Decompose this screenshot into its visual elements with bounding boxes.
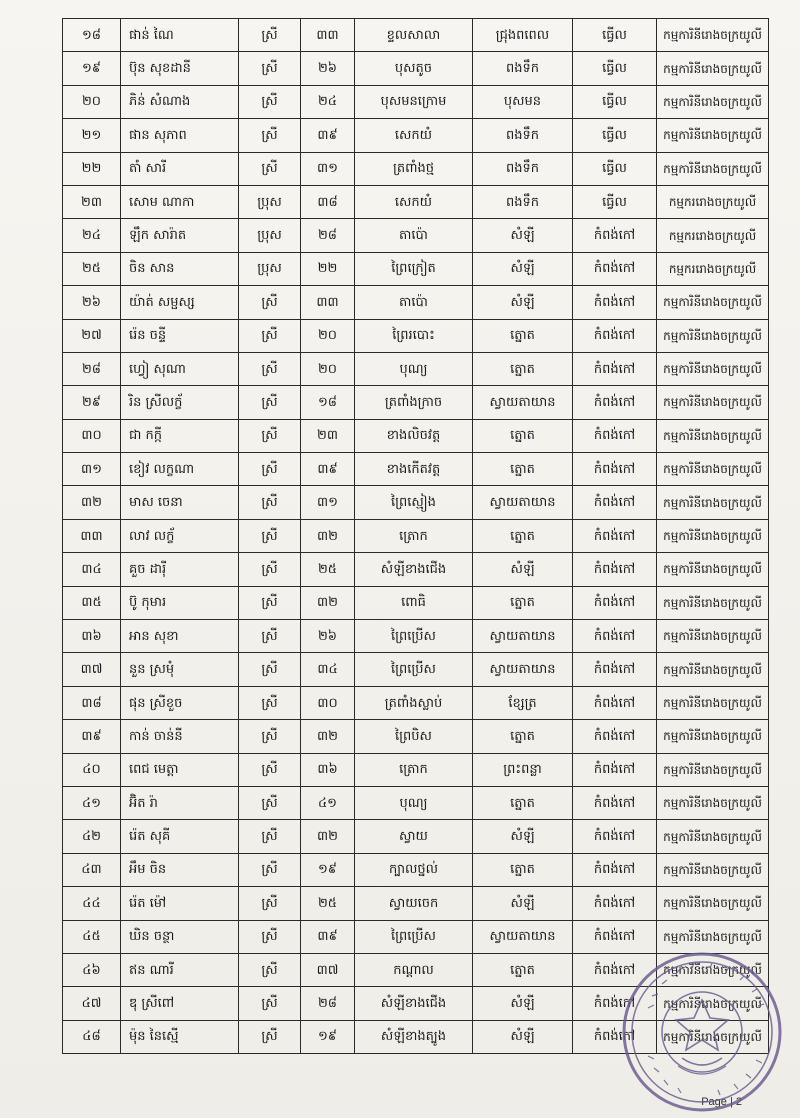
full-name-cell: ភិន់ សំណាង (121, 85, 239, 118)
table-row (63, 720, 769, 753)
commune-cell: ត្នោត (473, 786, 573, 819)
row-number-cell: ២៣ (63, 185, 121, 218)
full-name-cell: ម៉ុន នៃស្មើ (121, 1020, 239, 1053)
village-cell: ខាងកើតវត្ត (355, 453, 473, 486)
age-cell: ១៨ (301, 386, 355, 419)
row-number-cell: ៤០ (63, 753, 121, 786)
sex-cell: ស្រី (239, 519, 301, 552)
sex-cell: ស្រី (239, 887, 301, 920)
full-name-cell: ផាន់ ណៃ (121, 19, 239, 52)
sex-cell: ស្រី (239, 453, 301, 486)
district-cell: ធ្វើល (573, 19, 657, 52)
full-name-cell: ឥន ណារី (121, 953, 239, 986)
district-cell: កំពង់កៅ (573, 987, 657, 1020)
village-cell: តាប៉ោ (355, 286, 473, 319)
district-cell: កំពង់កៅ (573, 352, 657, 385)
roster-body (63, 19, 769, 1054)
row-number-cell: ៣៥ (63, 586, 121, 619)
commune-cell: ត្នោត (473, 453, 573, 486)
sex-cell: ស្រី (239, 553, 301, 586)
occupation-cell: កម្មកររោងចក្រយូលី (657, 252, 769, 285)
full-name-cell: មាស ចេនា (121, 486, 239, 519)
district-cell: កំពង់កៅ (573, 686, 657, 719)
table-row (63, 252, 769, 285)
row-number-cell: ៤៦ (63, 953, 121, 986)
sex-cell: ស្រី (239, 52, 301, 85)
village-cell: ព្រៃបិស (355, 720, 473, 753)
full-name-cell: សោម ណាកា (121, 185, 239, 218)
occupation-cell: កម្មការិនីរោងចក្រយូលី (657, 152, 769, 185)
table-row (63, 486, 769, 519)
age-cell: ៣៤ (301, 653, 355, 686)
district-cell: កំពង់កៅ (573, 920, 657, 953)
commune-cell: សំឡី (473, 820, 573, 853)
sex-cell: ស្រី (239, 19, 301, 52)
occupation-cell: កម្មការិនីរោងចក្រយូលី (657, 19, 769, 52)
table-row (63, 753, 769, 786)
sex-cell: ស្រី (239, 85, 301, 118)
occupation-cell: កម្មការិនីរោងចក្រយូលី (657, 85, 769, 118)
occupation-cell: កម្មការិនីរោងចក្រយូលី (657, 119, 769, 152)
sex-cell: ស្រី (239, 319, 301, 352)
commune-cell: ស្វាយតាយាន (473, 620, 573, 653)
district-cell: កំពង់កៅ (573, 386, 657, 419)
table-row (63, 686, 769, 719)
occupation-cell: កម្មការិនីរោងចក្រយូលី (657, 1020, 769, 1053)
age-cell: ៣៩ (301, 119, 355, 152)
village-cell: ព្រៃក្រៀត (355, 252, 473, 285)
sex-cell: ស្រី (239, 753, 301, 786)
full-name-cell: អឹម ចិន (121, 853, 239, 886)
commune-cell: ត្នោត (473, 720, 573, 753)
row-number-cell: ៤១ (63, 786, 121, 819)
village-cell: ព្រៃប្រើស (355, 620, 473, 653)
age-cell: ៣៦ (301, 753, 355, 786)
occupation-cell: កម្មកររោងចក្រយូលី (657, 219, 769, 252)
row-number-cell: ៣៧ (63, 653, 121, 686)
row-number-cell: ២៨ (63, 352, 121, 385)
commune-cell: ពងទឹក (473, 185, 573, 218)
village-cell: ស្វាយចេក (355, 887, 473, 920)
village-cell: ត្រោក (355, 753, 473, 786)
full-name-cell: រ៉េត សុគី (121, 820, 239, 853)
occupation-cell: កម្មការិនីរោងចក្រយូលី (657, 519, 769, 552)
age-cell: ២៥ (301, 553, 355, 586)
village-cell: បុណ្យ (355, 786, 473, 819)
commune-cell: សំឡី (473, 252, 573, 285)
row-number-cell: ២១ (63, 119, 121, 152)
table-row (63, 553, 769, 586)
occupation-cell: កម្មការិនីរោងចក្រយូលី (657, 753, 769, 786)
commune-cell: បុសមន (473, 85, 573, 118)
district-cell: កំពង់កៅ (573, 286, 657, 319)
village-cell: ព្រៃប្រើស (355, 653, 473, 686)
district-cell: កំពង់កៅ (573, 887, 657, 920)
page-number: Page | 2 (701, 1096, 742, 1108)
commune-cell: សំឡី (473, 1020, 573, 1053)
commune-cell: ពងទឹក (473, 52, 573, 85)
sex-cell: ស្រី (239, 620, 301, 653)
village-cell: ព្រៃរបោះ (355, 319, 473, 352)
village-cell: បុសមនក្រោម (355, 85, 473, 118)
commune-cell: សំឡី (473, 553, 573, 586)
district-cell: កំពង់កៅ (573, 319, 657, 352)
full-name-cell: រិន ស្រីលក្ខ័ (121, 386, 239, 419)
district-cell: ធ្វើល (573, 185, 657, 218)
age-cell: ២៨ (301, 219, 355, 252)
full-name-cell: នួន ស្រមុំ (121, 653, 239, 686)
village-cell: ព្រៃស្មៀង (355, 486, 473, 519)
row-number-cell: ២៧ (63, 319, 121, 352)
table-row (63, 853, 769, 886)
commune-cell: ព្រះពន្លា (473, 753, 573, 786)
commune-cell: សំឡី (473, 286, 573, 319)
village-cell: ខ្ទលសាលា (355, 19, 473, 52)
age-cell: ៣៣ (301, 19, 355, 52)
age-cell: ២៦ (301, 52, 355, 85)
occupation-cell: កម្មការិនីរោងចក្រយូលី (657, 987, 769, 1020)
worker-roster-table (62, 18, 769, 1054)
sex-cell: ស្រី (239, 586, 301, 619)
full-name-cell: ឡឹក សារ៉ាត (121, 219, 239, 252)
village-cell: សំឡីខាងជើង (355, 987, 473, 1020)
occupation-cell: កម្មការិនីរោងចក្រយូលី (657, 352, 769, 385)
occupation-cell: កម្មការិនីរោងចក្រយូលី (657, 586, 769, 619)
table-row (63, 786, 769, 819)
table-row (63, 152, 769, 185)
age-cell: ៣៣ (301, 286, 355, 319)
district-cell: កំពង់កៅ (573, 820, 657, 853)
table-row (63, 519, 769, 552)
row-number-cell: ៤៨ (63, 1020, 121, 1053)
table-row (63, 52, 769, 85)
row-number-cell: ២៤ (63, 219, 121, 252)
full-name-cell: រ៉េត ម៉ៅ (121, 887, 239, 920)
sex-cell: ស្រី (239, 486, 301, 519)
district-cell: កំពង់កៅ (573, 553, 657, 586)
commune-cell: ត្នោត (473, 586, 573, 619)
occupation-cell: កម្មការិនីរោងចក្រយូលី (657, 620, 769, 653)
table-row (63, 920, 769, 953)
occupation-cell: កម្មការិនីរោងចក្រយូលី (657, 653, 769, 686)
sex-cell: ស្រី (239, 286, 301, 319)
commune-cell: ស្វាយតាយាន (473, 653, 573, 686)
sex-cell: ស្រី (239, 352, 301, 385)
table-row (63, 85, 769, 118)
table-row (63, 953, 769, 986)
village-cell: ក្បាលថ្នល់ (355, 853, 473, 886)
district-cell: កំពង់កៅ (573, 419, 657, 452)
village-cell: សំឡីខាងត្បូង (355, 1020, 473, 1053)
village-cell: សេកយំ (355, 185, 473, 218)
full-name-cell: ចិន សាន (121, 252, 239, 285)
commune-cell: ស្វាយតាយាន (473, 486, 573, 519)
table-row (63, 219, 769, 252)
age-cell: ២២ (301, 252, 355, 285)
full-name-cell: កាន់ ចាន់នី (121, 720, 239, 753)
commune-cell: ពងទឹក (473, 152, 573, 185)
occupation-cell: កម្មការិនីរោងចក្រយូលី (657, 820, 769, 853)
table-row (63, 1020, 769, 1053)
row-number-cell: ៣០ (63, 419, 121, 452)
age-cell: ២០ (301, 319, 355, 352)
village-cell: ស្វាយ (355, 820, 473, 853)
full-name-cell: យ៉ាត់ សម្ផស្ស (121, 286, 239, 319)
commune-cell: ត្នោត (473, 419, 573, 452)
age-cell: ៣៨ (301, 185, 355, 218)
age-cell: ២០ (301, 352, 355, 385)
table-row (63, 19, 769, 52)
row-number-cell: ៤៧ (63, 987, 121, 1020)
village-cell: បុសតូច (355, 52, 473, 85)
age-cell: ៣២ (301, 820, 355, 853)
table-row (63, 185, 769, 218)
sex-cell: ស្រី (239, 119, 301, 152)
row-number-cell: ២០ (63, 85, 121, 118)
village-cell: សំឡីខាងជើង (355, 553, 473, 586)
occupation-cell: កម្មការិនីរោងចក្រយូលី (657, 386, 769, 419)
age-cell: ៣៩ (301, 453, 355, 486)
sex-cell: ស្រី (239, 987, 301, 1020)
district-cell: ធ្វើល (573, 85, 657, 118)
district-cell: កំពង់កៅ (573, 453, 657, 486)
age-cell: ២៤ (301, 85, 355, 118)
row-number-cell: ៣៣ (63, 519, 121, 552)
sex-cell: ប្រុស (239, 219, 301, 252)
age-cell: ៣៧ (301, 953, 355, 986)
age-cell: ៣០ (301, 686, 355, 719)
commune-cell: សំឡី (473, 987, 573, 1020)
occupation-cell: កម្មការិនីរោងចក្រយូលី (657, 953, 769, 986)
village-cell: ត្រោក (355, 519, 473, 552)
age-cell: ៣១ (301, 152, 355, 185)
occupation-cell: កម្មការិនីរោងចក្រយូលី (657, 686, 769, 719)
district-cell: ធ្វើល (573, 152, 657, 185)
sex-cell: ស្រី (239, 686, 301, 719)
occupation-cell: កម្មការិនីរោងចក្រយូលី (657, 720, 769, 753)
district-cell: កំពង់កៅ (573, 653, 657, 686)
village-cell: តាប៉ោ (355, 219, 473, 252)
table-row (63, 586, 769, 619)
sex-cell: ស្រី (239, 419, 301, 452)
table-row (63, 386, 769, 419)
sex-cell: ប្រុស (239, 252, 301, 285)
village-cell: ខាងលិចវត្ត (355, 419, 473, 452)
age-cell: ២៨ (301, 987, 355, 1020)
commune-cell: ត្នោត (473, 953, 573, 986)
age-cell: ២៣ (301, 419, 355, 452)
full-name-cell: ឌុ ស្រីពៅ (121, 987, 239, 1020)
age-cell: ៤១ (301, 786, 355, 819)
full-name-cell: ជា កក្កី (121, 419, 239, 452)
row-number-cell: ១៨ (63, 19, 121, 52)
full-name-cell: ផាន សុភាព (121, 119, 239, 152)
age-cell: ១៩ (301, 853, 355, 886)
age-cell: ៣៩ (301, 920, 355, 953)
occupation-cell: កម្មការិនីរោងចក្រយូលី (657, 887, 769, 920)
full-name-cell: ឃិន ចន្ថា (121, 920, 239, 953)
commune-cell: សំឡី (473, 219, 573, 252)
sex-cell: ស្រី (239, 386, 301, 419)
district-cell: កំពង់កៅ (573, 720, 657, 753)
full-name-cell: ប៊ុន សុខដានី (121, 52, 239, 85)
district-cell: កំពង់កៅ (573, 786, 657, 819)
village-cell: បុណ្យ (355, 352, 473, 385)
commune-cell: ស្វាយតាយាន (473, 386, 573, 419)
full-name-cell: តាំ សារី (121, 152, 239, 185)
occupation-cell: កម្មការិនីរោងចក្រយូលី (657, 853, 769, 886)
table-row (63, 820, 769, 853)
district-cell: កំពង់កៅ (573, 1020, 657, 1053)
commune-cell: ត្នោត (473, 519, 573, 552)
table-row (63, 453, 769, 486)
row-number-cell: ៣៦ (63, 620, 121, 653)
age-cell: ២៦ (301, 620, 355, 653)
age-cell: ៣១ (301, 486, 355, 519)
age-cell: ២៥ (301, 887, 355, 920)
row-number-cell: ៤៥ (63, 920, 121, 953)
occupation-cell: កម្មការិនីរោងចក្រយូលី (657, 319, 769, 352)
district-cell: កំពង់កៅ (573, 219, 657, 252)
occupation-cell: កម្មការិនីរោងចក្រយូលី (657, 419, 769, 452)
occupation-cell: កម្មការិនីរោងចក្រយូលី (657, 786, 769, 819)
district-cell: កំពង់កៅ (573, 753, 657, 786)
village-cell: ពោធិ (355, 586, 473, 619)
row-number-cell: ១៩ (63, 52, 121, 85)
full-name-cell: គួច ដារ៉ី (121, 553, 239, 586)
row-number-cell: ៣២ (63, 486, 121, 519)
row-number-cell: ៣៤ (63, 553, 121, 586)
age-cell: ១៩ (301, 1020, 355, 1053)
occupation-cell: កម្មការិនីរោងចក្រយូលី (657, 453, 769, 486)
sex-cell: ស្រី (239, 920, 301, 953)
full-name-cell: អ៊ិត រ៉ា (121, 786, 239, 819)
district-cell: កំពង់កៅ (573, 620, 657, 653)
commune-cell: ត្នោត (473, 853, 573, 886)
row-number-cell: ៣៩ (63, 720, 121, 753)
full-name-cell: ពេជ មេត្តា (121, 753, 239, 786)
full-name-cell: ខៀវ លក្ខណា (121, 453, 239, 486)
row-number-cell: ៤៤ (63, 887, 121, 920)
occupation-cell: កម្មការិនីរោងចក្រយូលី (657, 553, 769, 586)
commune-cell: ជ្រុងពពេល (473, 19, 573, 52)
district-cell: កំពង់កៅ (573, 586, 657, 619)
village-cell: ព្រៃប្រើស (355, 920, 473, 953)
sex-cell: ស្រី (239, 786, 301, 819)
full-name-cell: លាវ លក្ខ័ (121, 519, 239, 552)
row-number-cell: ៤២ (63, 820, 121, 853)
commune-cell: ពងទឹក (473, 119, 573, 152)
district-cell: កំពង់កៅ (573, 252, 657, 285)
full-name-cell: អាន សុខា (121, 620, 239, 653)
row-number-cell: ២៦ (63, 286, 121, 319)
occupation-cell: កម្មកររោងចក្រយូលី (657, 185, 769, 218)
table-row (63, 620, 769, 653)
table-row (63, 319, 769, 352)
village-cell: ត្រពាំងថ្ម (355, 152, 473, 185)
sex-cell: ស្រី (239, 820, 301, 853)
sex-cell: ស្រី (239, 720, 301, 753)
sex-cell: ស្រី (239, 152, 301, 185)
sex-cell: ស្រី (239, 653, 301, 686)
commune-cell: ត្នោត (473, 352, 573, 385)
village-cell: សេកយំ (355, 119, 473, 152)
row-number-cell: ៤៣ (63, 853, 121, 886)
full-name-cell: ហ្វៀ សុណា (121, 352, 239, 385)
district-cell: កំពង់កៅ (573, 486, 657, 519)
sex-cell: ប្រុស (239, 185, 301, 218)
age-cell: ៣២ (301, 519, 355, 552)
age-cell: ៣២ (301, 586, 355, 619)
occupation-cell: កម្មការិនីរោងចក្រយូលី (657, 486, 769, 519)
commune-cell: ត្នោត (473, 319, 573, 352)
sex-cell: ស្រី (239, 853, 301, 886)
age-cell: ៣២ (301, 720, 355, 753)
occupation-cell: កម្មការិនីរោងចក្រយូលី (657, 52, 769, 85)
district-cell: កំពង់កៅ (573, 953, 657, 986)
full-name-cell: រ៉េន ចន្ទី (121, 319, 239, 352)
table-row (63, 419, 769, 452)
village-cell: កណ្តាល (355, 953, 473, 986)
district-cell: ធ្វើល (573, 52, 657, 85)
table-row (63, 352, 769, 385)
table-row (63, 887, 769, 920)
full-name-cell: ផុន ស្រីខួច (121, 686, 239, 719)
table-row (63, 653, 769, 686)
row-number-cell: ២២ (63, 152, 121, 185)
village-cell: ត្រពាំងស្លាប់ (355, 686, 473, 719)
district-cell: កំពង់កៅ (573, 519, 657, 552)
sex-cell: ស្រី (239, 1020, 301, 1053)
table-row (63, 119, 769, 152)
occupation-cell: កម្មការិនីរោងចក្រយូលី (657, 920, 769, 953)
occupation-cell: កម្មការិនីរោងចក្រយូលី (657, 286, 769, 319)
full-name-cell: ប៊ូ កុមារ (121, 586, 239, 619)
commune-cell: ខ្សែត្រ (473, 686, 573, 719)
district-cell: កំពង់កៅ (573, 853, 657, 886)
row-number-cell: ៣៨ (63, 686, 121, 719)
commune-cell: ស្វាយតាយាន (473, 920, 573, 953)
sex-cell: ស្រី (239, 953, 301, 986)
district-cell: ធ្វើល (573, 119, 657, 152)
row-number-cell: ២៩ (63, 386, 121, 419)
row-number-cell: ៣១ (63, 453, 121, 486)
village-cell: ត្រពាំងក្រាច (355, 386, 473, 419)
row-number-cell: ២៥ (63, 252, 121, 285)
table-row (63, 286, 769, 319)
table-row (63, 987, 769, 1020)
commune-cell: សំឡី (473, 887, 573, 920)
